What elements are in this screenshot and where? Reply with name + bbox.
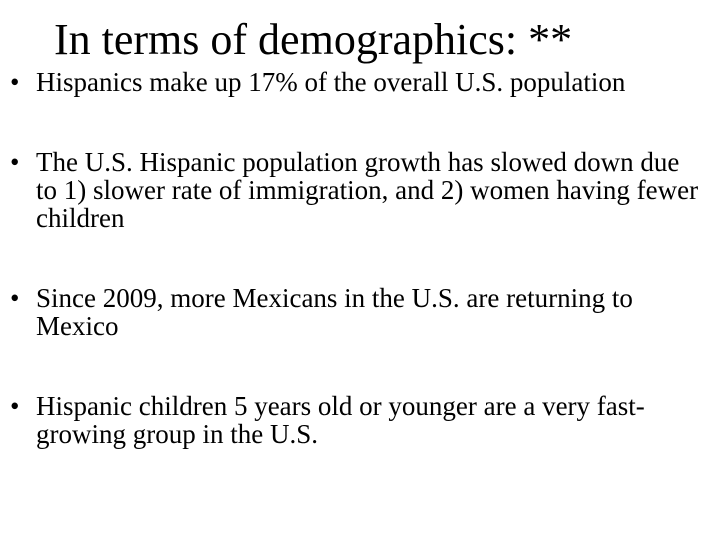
bullet-dot-icon: • [10,67,20,97]
bullet-list [10,68,700,448]
bullet-text: Since 2009, more Mexicans in the U.S. are returning to Mexico [36,283,633,341]
bullet-dot-icon: • [10,283,20,313]
slide-title: In terms of demographics: ** [54,15,573,64]
bullet-text: The U.S. Hispanic population growth has slowed down due to 1) slower rate of immigration, and 2) women having fewer children [36,147,699,233]
bullet-text: Hispanic children 5 years old or younger are a very fast-growing group in the U.S. [36,391,645,449]
bullet-dot-icon: • [10,391,20,421]
bullet-item [10,284,700,340]
bullet-item [10,392,700,448]
bullet-dot-icon: • [10,147,20,177]
bullet-text: Hispanics make up 17% of the overall U.S. population [36,67,626,97]
bullet-item [10,68,700,96]
bullet-item [10,148,700,232]
